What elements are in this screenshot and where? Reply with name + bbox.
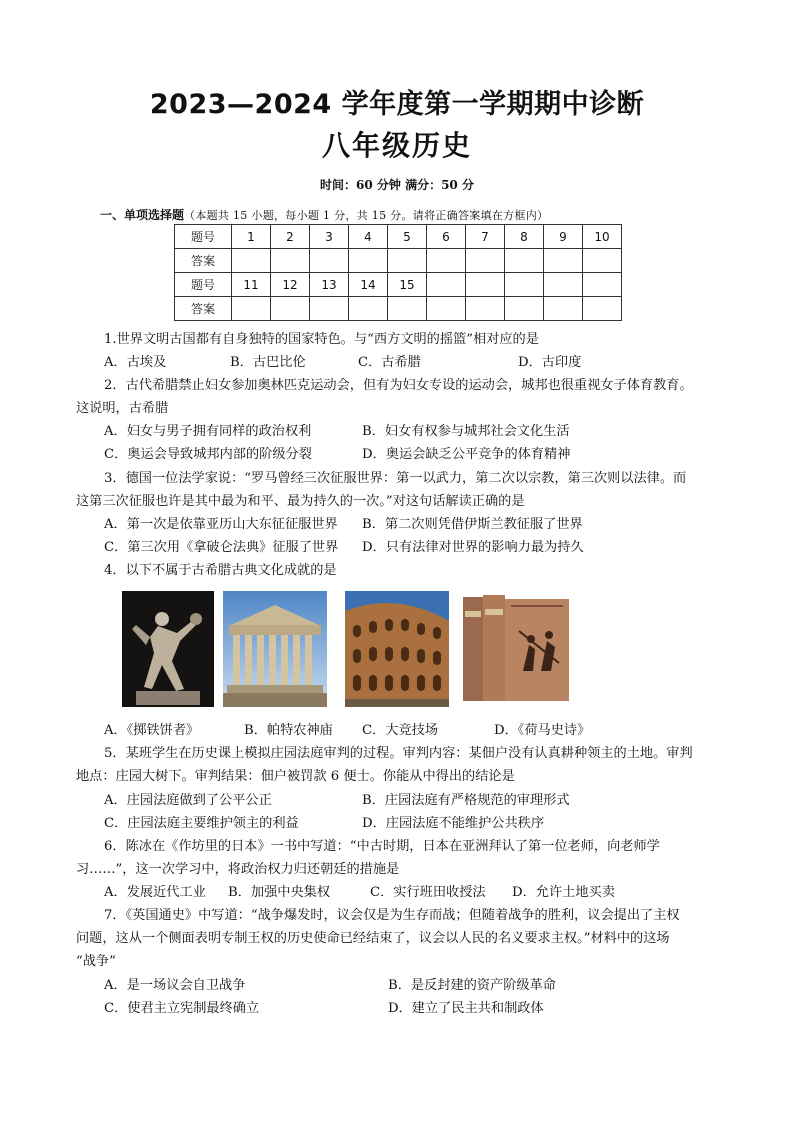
table-cell: 13: [310, 273, 349, 297]
table-cell: 12: [271, 273, 310, 297]
colosseum-image: [345, 591, 449, 707]
q6-option-c: C．实行班田收授法: [370, 885, 486, 900]
table-cell: 14: [349, 273, 388, 297]
q1-option-c: C．古希腊: [358, 355, 421, 370]
answer-cell[interactable]: [544, 297, 583, 321]
q6-option-d: D．允许土地买卖: [512, 885, 615, 900]
question-3-stem-cont: 这第三次征服也许是其中最为和平、最为持久的一次。”对这句话解读正确的是: [76, 494, 525, 509]
row-label: 题号: [175, 225, 232, 249]
question-2-stem-cont: 这说明，古希腊: [76, 401, 169, 416]
question-3-stem: 3．德国一位法学家说：“罗马曾经三次征服世界：第一以武力，第二次以宗教，第三次则以法律。而: [104, 471, 687, 486]
answer-cell[interactable]: [349, 297, 388, 321]
q4-option-b: B．帕特农神庙: [244, 723, 333, 738]
exam-title: 2023—2024 学年度第一学期期中诊断: [149, 89, 645, 120]
table-cell: [583, 273, 622, 297]
section-note: （本题共 15 小题，每小题 1 分，共 15 分。请将正确答案填在方框内）: [184, 209, 549, 222]
table-cell: [544, 273, 583, 297]
q3-option-c: C．第三次用《拿破仑法典》征服了世界: [104, 540, 339, 555]
question-4-stem: 4．以下不属于古希腊古典文化成就的是: [104, 563, 337, 578]
table-cell: [505, 273, 544, 297]
q1-option-a: A．古埃及: [104, 355, 167, 370]
table-cell: 9: [544, 225, 583, 249]
question-7-stem: 7．《英国通史》中写道：“战争爆发时，议会仅是为生存而战；但随着战争的胜利，议会提出了主权: [104, 908, 680, 923]
q7-option-a: A．是一场议会自卫战争: [104, 978, 246, 993]
section-heading: [100, 206, 548, 223]
question-7-stem-cont: 问题，这从一个侧面表明专制王权的历史使命已经结束了，议会以人民的名义要求主权。”材料中的这场: [76, 931, 670, 946]
table-cell: 1: [232, 225, 271, 249]
table-row: [175, 225, 622, 249]
table-row: [175, 273, 622, 297]
q2-option-d: D．奥运会缺乏公平竞争的体育精神: [362, 447, 571, 462]
answer-cell[interactable]: [466, 297, 505, 321]
q4-option-a: A．《掷铁饼者》: [104, 723, 200, 738]
answer-cell[interactable]: [310, 297, 349, 321]
question-5-stem: 5．某班学生在历史课上模拟庄园法庭审判的过程。审判内容：某佃户没有认真耕种领主的土地。审判: [104, 746, 693, 761]
table-row: [175, 249, 622, 273]
question-7-stem-cont2: “战争”: [76, 954, 116, 969]
question-5-stem-cont: 地点：庄园大树下。审判结果：佃户被罚款 6 便士。你能从中得出的结论是: [76, 769, 515, 784]
q3-option-d: D．只有法律对世界的影响力最为持久: [362, 540, 584, 555]
exam-subject: 八年级历史: [321, 129, 472, 162]
answer-table: [174, 224, 622, 321]
q2-option-c: C．奥运会导致城邦内部的阶级分裂: [104, 447, 312, 462]
q2-option-a: A．妇女与男子拥有同样的政治权利: [104, 424, 312, 439]
section-title: 一、单项选择题: [100, 208, 185, 222]
table-cell: 4: [349, 225, 388, 249]
table-cell: 10: [583, 225, 622, 249]
q4-option-d: D．《荷马史诗》: [494, 723, 591, 738]
table-row: [175, 297, 622, 321]
answer-cell[interactable]: [349, 249, 388, 273]
q6-option-a: A．发展近代工业: [104, 885, 206, 900]
table-cell: 11: [232, 273, 271, 297]
row-label: 答案: [175, 249, 232, 273]
table-cell: 15: [388, 273, 427, 297]
q7-option-d: D．建立了民主共和制政体: [388, 1001, 544, 1016]
answer-cell[interactable]: [583, 297, 622, 321]
parthenon-image: [223, 591, 327, 707]
answer-cell[interactable]: [388, 297, 427, 321]
answer-cell[interactable]: [232, 249, 271, 273]
q7-option-c: C．使君主立宪制最终确立: [104, 1001, 260, 1016]
exam-meta: 时间：60 分钟 满分：50 分: [320, 178, 474, 192]
answer-cell[interactable]: [427, 249, 466, 273]
question-6-stem: 6．陈冰在《作坊里的日本》一书中写道：“中古时期，日本在亚洲拜认了第一位老师，向老师学: [104, 839, 660, 854]
answer-cell[interactable]: [505, 249, 544, 273]
table-cell: 7: [466, 225, 505, 249]
discobolus-image: [122, 591, 214, 707]
row-label: 题号: [175, 273, 232, 297]
q3-option-a: A．第一次是依靠亚历山大东征征服世界: [104, 517, 338, 532]
homer-epics-book-image: [463, 591, 571, 707]
answer-cell[interactable]: [271, 297, 310, 321]
q1-option-b: B．古巴比伦: [230, 355, 306, 370]
table-cell: 3: [310, 225, 349, 249]
q4-option-c: C．大竞技场: [362, 723, 439, 738]
table-cell: [427, 273, 466, 297]
q5-option-a: A．庄园法庭做到了公平公正: [104, 793, 272, 808]
answer-cell[interactable]: [544, 249, 583, 273]
table-cell: 5: [388, 225, 427, 249]
question-2-stem: 2．古代希腊禁止妇女参加奥林匹克运动会，但有为妇女专设的运动会，城邦也很重视女子体育教育。: [104, 378, 693, 393]
q2-option-b: B．妇女有权参与城邦社会文化生活: [362, 424, 570, 439]
question-6-stem-cont: 习……”，这一次学习中，将政治权力归还朝廷的措施是: [76, 862, 400, 877]
answer-cell[interactable]: [505, 297, 544, 321]
table-cell: 8: [505, 225, 544, 249]
question-1-stem: 1.世界文明古国都有自身独特的国家特色。与“西方文明的摇篮”相对应的是: [104, 332, 539, 347]
q1-option-d: D．古印度: [518, 355, 582, 370]
answer-cell[interactable]: [388, 249, 427, 273]
table-cell: 2: [271, 225, 310, 249]
q5-option-c: C．庄园法庭主要维护领主的利益: [104, 816, 299, 831]
answer-cell[interactable]: [466, 249, 505, 273]
answer-cell[interactable]: [310, 249, 349, 273]
q5-option-d: D．庄园法庭不能维护公共秩序: [362, 816, 545, 831]
answer-cell[interactable]: [583, 249, 622, 273]
table-cell: [466, 273, 505, 297]
q7-option-b: B．是反封建的资产阶级革命: [388, 978, 556, 993]
answer-cell[interactable]: [271, 249, 310, 273]
q3-option-b: B．第二次则凭借伊斯兰教征服了世界: [362, 517, 583, 532]
answer-cell[interactable]: [427, 297, 466, 321]
q5-option-b: B．庄园法庭有严格规范的审理形式: [362, 793, 570, 808]
row-label: 答案: [175, 297, 232, 321]
answer-cell[interactable]: [232, 297, 271, 321]
table-cell: 6: [427, 225, 466, 249]
q6-option-b: B．加强中央集权: [228, 885, 331, 900]
